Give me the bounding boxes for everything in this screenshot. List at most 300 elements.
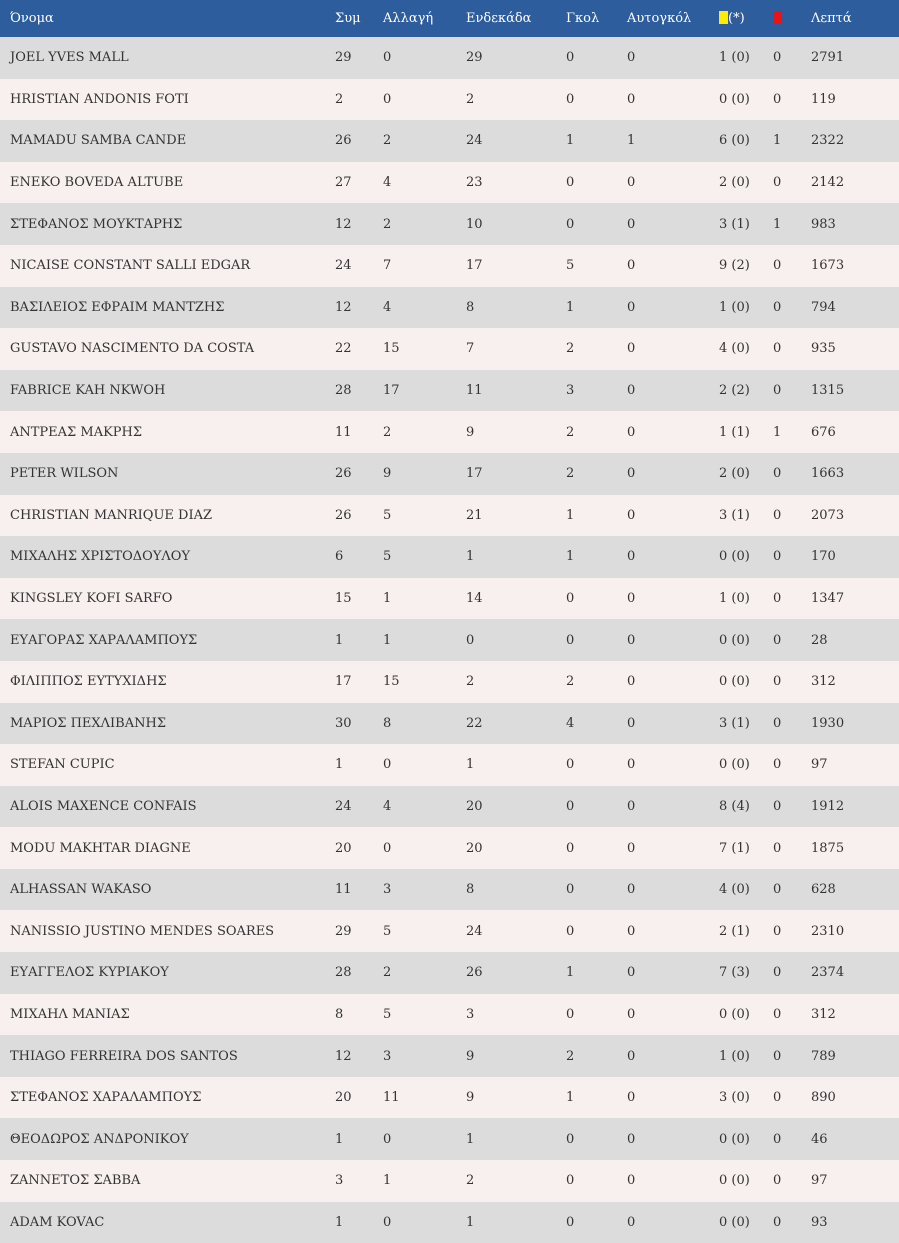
minutes-cell: 794 (811, 299, 836, 315)
player-name-cell: ΕΥΑΓΓΕΛΟΣ ΚΥΡΙΑΚΟΥ (10, 965, 169, 981)
player-name-cell: STEFAN CUPIC (10, 757, 115, 773)
own-goals-cell: 0 (627, 341, 636, 357)
yellow-cards-cell: 0 (0) (719, 674, 750, 690)
red-cards-cell: 0 (773, 299, 782, 315)
goals-cell: 1 (566, 133, 575, 149)
starts-cell: 20 (466, 840, 483, 856)
minutes-cell: 2310 (811, 923, 845, 939)
table-row (0, 495, 899, 537)
own-goals-cell: 0 (627, 299, 636, 315)
appearances-cell: 26 (335, 133, 352, 149)
table-row (0, 162, 899, 204)
substitutions-cell: 1 (383, 1173, 392, 1189)
yellow-cards-cell: 6 (0) (719, 133, 750, 149)
appearances-cell: 26 (335, 466, 352, 482)
appearances-cell: 29 (335, 923, 352, 939)
yellow-cards-cell: 7 (1) (719, 840, 750, 856)
red-cards-cell: 0 (773, 840, 782, 856)
appearances-cell: 17 (335, 674, 352, 690)
goals-cell: 1 (566, 299, 575, 315)
table-row (0, 536, 899, 578)
own-goals-cell: 0 (627, 1006, 636, 1022)
column-header-apps[interactable]: Συμ (335, 11, 361, 26)
own-goals-cell: 0 (627, 1090, 636, 1106)
table-row (0, 453, 899, 495)
own-goals-cell: 0 (627, 424, 636, 440)
table-row (0, 910, 899, 952)
starts-cell: 9 (466, 1048, 475, 1064)
substitutions-cell: 1 (383, 591, 392, 607)
substitutions-cell: 0 (383, 50, 392, 66)
minutes-cell: 890 (811, 1090, 836, 1106)
substitutions-cell: 15 (383, 341, 400, 357)
starts-cell: 26 (466, 965, 483, 981)
goals-cell: 0 (566, 798, 575, 814)
player-name-cell: ΖΑΝΝΕΤΟΣ ΣΑΒΒΑ (10, 1173, 141, 1189)
starts-cell: 0 (466, 632, 475, 648)
minutes-cell: 1930 (811, 715, 845, 731)
yellow-cards-cell: 8 (4) (719, 798, 750, 814)
table-row (0, 1118, 899, 1160)
own-goals-cell: 0 (627, 383, 636, 399)
substitutions-cell: 2 (383, 216, 392, 232)
player-name-cell: ENEKO BOVEDA ALTUBE (10, 175, 184, 191)
red-cards-cell: 0 (773, 507, 782, 523)
yellow-cards-cell: 3 (1) (719, 715, 750, 731)
player-name-cell: ALOIS MAXENCE CONFAIS (10, 798, 197, 814)
table-row (0, 703, 899, 745)
substitutions-cell: 2 (383, 965, 392, 981)
table-row (0, 245, 899, 287)
minutes-cell: 2374 (811, 965, 845, 981)
substitutions-cell: 3 (383, 882, 392, 898)
red-cards-cell: 0 (773, 798, 782, 814)
player-name-cell: ΘΕΟΔΩΡΟΣ ΑΝΔΡΟΝΙΚΟΥ (10, 1131, 189, 1147)
table-row (0, 994, 899, 1036)
red-cards-cell: 0 (773, 466, 782, 482)
goals-cell: 0 (566, 91, 575, 107)
starts-cell: 3 (466, 1006, 475, 1022)
yellow-card-suffix: (*) (728, 11, 745, 26)
player-name-cell: ΑΝΤΡΕΑΣ ΜΑΚΡΗΣ (10, 424, 143, 440)
column-header-starts[interactable]: Ενδεκάδα (466, 11, 532, 26)
goals-cell: 0 (566, 1173, 575, 1189)
goals-cell: 2 (566, 341, 575, 357)
own-goals-cell: 0 (627, 91, 636, 107)
yellow-cards-cell: 0 (0) (719, 632, 750, 648)
minutes-cell: 1347 (811, 591, 845, 607)
red-cards-cell: 1 (773, 216, 782, 232)
own-goals-cell: 0 (627, 757, 636, 773)
substitutions-cell: 1 (383, 632, 392, 648)
table-row (0, 120, 899, 162)
appearances-cell: 12 (335, 299, 352, 315)
player-name-cell: NANISSIO JUSTINO MENDES SOARES (10, 923, 275, 939)
goals-cell: 0 (566, 882, 575, 898)
own-goals-cell: 0 (627, 175, 636, 191)
substitutions-cell: 5 (383, 1006, 392, 1022)
minutes-cell: 2073 (811, 507, 845, 523)
table-header-row (0, 0, 899, 37)
red-cards-cell: 0 (773, 341, 782, 357)
yellow-cards-cell: 3 (1) (719, 507, 750, 523)
appearances-cell: 1 (335, 757, 344, 773)
appearances-cell: 20 (335, 840, 352, 856)
yellow-cards-cell: 0 (0) (719, 1214, 750, 1230)
starts-cell: 9 (466, 424, 475, 440)
player-name-cell: CHRISTIAN MANRIQUE DIAZ (10, 507, 213, 523)
player-name-cell: ΣΤΕΦΑΝΟΣ ΧΑΡΑΛΑΜΠΟΥΣ (10, 1090, 202, 1106)
substitutions-cell: 0 (383, 1131, 392, 1147)
minutes-cell: 312 (811, 1006, 836, 1022)
starts-cell: 1 (466, 549, 475, 565)
yellow-cards-cell: 9 (2) (719, 258, 750, 274)
table-row (0, 619, 899, 661)
yellow-cards-cell: 2 (0) (719, 466, 750, 482)
goals-cell: 1 (566, 965, 575, 981)
player-name-cell: THIAGO FERREIRA DOS SANTOS (10, 1048, 238, 1064)
player-name-cell: GUSTAVO NASCIMENTO DA COSTA (10, 341, 255, 357)
own-goals-cell: 0 (627, 1214, 636, 1230)
column-header-minutes[interactable]: Λεπτά (811, 11, 852, 26)
player-name-cell: ADAM KOVAC (10, 1214, 105, 1230)
goals-cell: 2 (566, 466, 575, 482)
goals-cell: 0 (566, 757, 575, 773)
minutes-cell: 983 (811, 216, 836, 232)
player-name-cell: ΜΑΡΙΟΣ ΠΕΧΛΙΒΑΝΗΣ (10, 715, 167, 731)
yellow-cards-cell: 0 (0) (719, 549, 750, 565)
yellow-cards-cell: 1 (1) (719, 424, 750, 440)
starts-cell: 17 (466, 466, 483, 482)
minutes-cell: 119 (811, 91, 836, 107)
goals-cell: 0 (566, 1006, 575, 1022)
appearances-cell: 6 (335, 549, 344, 565)
minutes-cell: 1875 (811, 840, 845, 856)
starts-cell: 8 (466, 299, 475, 315)
appearances-cell: 24 (335, 798, 352, 814)
substitutions-cell: 2 (383, 133, 392, 149)
table-row (0, 1035, 899, 1077)
appearances-cell: 11 (335, 424, 352, 440)
red-cards-cell: 0 (773, 383, 782, 399)
red-cards-cell: 0 (773, 882, 782, 898)
minutes-cell: 1663 (811, 466, 845, 482)
yellow-cards-cell: 0 (0) (719, 1131, 750, 1147)
player-name-cell: ΜΙΧΑΛΗΣ ΧΡΙΣΤΟΔΟΥΛΟΥ (10, 549, 191, 565)
minutes-cell: 97 (811, 757, 828, 773)
starts-cell: 21 (466, 507, 483, 523)
starts-cell: 24 (466, 923, 483, 939)
minutes-cell: 1912 (811, 798, 845, 814)
player-name-cell: JOEL YVES MALL (10, 50, 129, 66)
red-cards-cell: 0 (773, 1006, 782, 1022)
player-name-cell: MODU MAKHTAR DIAGNE (10, 840, 191, 856)
yellow-cards-cell: 2 (0) (719, 175, 750, 191)
substitutions-cell: 4 (383, 175, 392, 191)
red-cards-cell: 0 (773, 50, 782, 66)
goals-cell: 5 (566, 258, 575, 274)
starts-cell: 7 (466, 341, 475, 357)
goals-cell: 0 (566, 50, 575, 66)
starts-cell: 10 (466, 216, 483, 232)
column-header-yellow-cards[interactable] (709, 0, 773, 37)
goals-cell: 1 (566, 507, 575, 523)
table-row (0, 79, 899, 121)
red-cards-cell: 0 (773, 965, 782, 981)
goals-cell: 1 (566, 549, 575, 565)
table-row (0, 328, 899, 370)
minutes-cell: 676 (811, 424, 836, 440)
table-row (0, 37, 899, 79)
starts-cell: 29 (466, 50, 483, 66)
table-row (0, 869, 899, 911)
goals-cell: 0 (566, 591, 575, 607)
substitutions-cell: 0 (383, 840, 392, 856)
minutes-cell: 2142 (811, 175, 845, 191)
appearances-cell: 1 (335, 1214, 344, 1230)
table-row (0, 661, 899, 703)
own-goals-cell: 0 (627, 840, 636, 856)
own-goals-cell: 0 (627, 882, 636, 898)
red-cards-cell: 0 (773, 632, 782, 648)
substitutions-cell: 3 (383, 1048, 392, 1064)
own-goals-cell: 0 (627, 798, 636, 814)
appearances-cell: 15 (335, 591, 352, 607)
yellow-cards-cell: 4 (0) (719, 882, 750, 898)
red-cards-cell: 0 (773, 674, 782, 690)
goals-cell: 0 (566, 216, 575, 232)
column-header-goals[interactable]: Γκολ (566, 11, 600, 26)
starts-cell: 9 (466, 1090, 475, 1106)
appearances-cell: 28 (335, 965, 352, 981)
goals-cell: 4 (566, 715, 575, 731)
appearances-cell: 8 (335, 1006, 344, 1022)
own-goals-cell: 0 (627, 923, 636, 939)
yellow-cards-cell: 2 (1) (719, 923, 750, 939)
table-row (0, 952, 899, 994)
starts-cell: 20 (466, 798, 483, 814)
starts-cell: 2 (466, 91, 475, 107)
minutes-cell: 46 (811, 1131, 828, 1147)
red-card-icon (773, 11, 782, 24)
own-goals-cell: 0 (627, 674, 636, 690)
yellow-cards-cell: 4 (0) (719, 341, 750, 357)
red-cards-cell: 0 (773, 757, 782, 773)
own-goals-cell: 0 (627, 50, 636, 66)
red-cards-cell: 0 (773, 715, 782, 731)
starts-cell: 17 (466, 258, 483, 274)
red-cards-cell: 0 (773, 1131, 782, 1147)
yellow-cards-cell: 2 (2) (719, 383, 750, 399)
own-goals-cell: 0 (627, 1048, 636, 1064)
own-goals-cell: 0 (627, 591, 636, 607)
appearances-cell: 27 (335, 175, 352, 191)
starts-cell: 2 (466, 674, 475, 690)
goals-cell: 0 (566, 175, 575, 191)
table-row (0, 578, 899, 620)
goals-cell: 2 (566, 424, 575, 440)
red-cards-cell: 0 (773, 549, 782, 565)
substitutions-cell: 5 (383, 549, 392, 565)
starts-cell: 11 (466, 383, 483, 399)
table-row (0, 1077, 899, 1119)
goals-cell: 3 (566, 383, 575, 399)
yellow-cards-cell: 1 (0) (719, 591, 750, 607)
table-row (0, 827, 899, 869)
own-goals-cell: 0 (627, 632, 636, 648)
player-name-cell: NICAISE CONSTANT SALLI EDGAR (10, 258, 251, 274)
yellow-cards-cell: 1 (0) (719, 1048, 750, 1064)
table-row (0, 370, 899, 412)
starts-cell: 1 (466, 1214, 475, 1230)
substitutions-cell: 4 (383, 299, 392, 315)
minutes-cell: 789 (811, 1048, 836, 1064)
minutes-cell: 935 (811, 341, 836, 357)
table-row (0, 411, 899, 453)
substitutions-cell: 7 (383, 258, 392, 274)
appearances-cell: 26 (335, 507, 352, 523)
minutes-cell: 628 (811, 882, 836, 898)
red-cards-cell: 1 (773, 424, 782, 440)
appearances-cell: 28 (335, 383, 352, 399)
starts-cell: 8 (466, 882, 475, 898)
appearances-cell: 11 (335, 882, 352, 898)
own-goals-cell: 0 (627, 549, 636, 565)
appearances-cell: 2 (335, 91, 344, 107)
appearances-cell: 29 (335, 50, 352, 66)
appearances-cell: 22 (335, 341, 352, 357)
substitutions-cell: 0 (383, 91, 392, 107)
table-row (0, 287, 899, 329)
own-goals-cell: 0 (627, 507, 636, 523)
goals-cell: 0 (566, 923, 575, 939)
column-header-name[interactable]: Όνομα (10, 11, 54, 26)
column-header-red-cards[interactable] (773, 0, 801, 37)
appearances-cell: 20 (335, 1090, 352, 1106)
yellow-cards-cell: 3 (1) (719, 216, 750, 232)
goals-cell: 2 (566, 674, 575, 690)
substitutions-cell: 4 (383, 798, 392, 814)
goals-cell: 0 (566, 632, 575, 648)
red-cards-cell: 0 (773, 1214, 782, 1230)
starts-cell: 1 (466, 757, 475, 773)
player-name-cell: ΜΙΧΑΗΛ ΜΑΝΙΑΣ (10, 1006, 130, 1022)
substitutions-cell: 2 (383, 424, 392, 440)
starts-cell: 23 (466, 175, 483, 191)
goals-cell: 2 (566, 1048, 575, 1064)
own-goals-cell: 0 (627, 1131, 636, 1147)
goals-cell: 0 (566, 1214, 575, 1230)
player-name-cell: FABRICE KAH NKWOH (10, 383, 166, 399)
minutes-cell: 170 (811, 549, 836, 565)
yellow-card-icon (719, 11, 728, 24)
yellow-cards-cell: 0 (0) (719, 1006, 750, 1022)
substitutions-cell: 5 (383, 507, 392, 523)
own-goals-cell: 0 (627, 258, 636, 274)
minutes-cell: 2322 (811, 133, 845, 149)
substitutions-cell: 5 (383, 923, 392, 939)
substitutions-cell: 8 (383, 715, 392, 731)
player-name-cell: ΒΑΣΙΛΕΙΟΣ ΕΦΡΑΙΜ ΜΑΝΤΖΗΣ (10, 299, 225, 315)
substitutions-cell: 0 (383, 1214, 392, 1230)
starts-cell: 22 (466, 715, 483, 731)
minutes-cell: 1673 (811, 258, 845, 274)
appearances-cell: 3 (335, 1173, 344, 1189)
substitutions-cell: 0 (383, 757, 392, 773)
red-cards-cell: 0 (773, 591, 782, 607)
starts-cell: 14 (466, 591, 483, 607)
red-cards-cell: 0 (773, 1048, 782, 1064)
starts-cell: 1 (466, 1131, 475, 1147)
appearances-cell: 30 (335, 715, 352, 731)
goals-cell: 1 (566, 1090, 575, 1106)
minutes-cell: 312 (811, 674, 836, 690)
table-body (0, 37, 899, 1243)
own-goals-cell: 0 (627, 965, 636, 981)
goals-cell: 0 (566, 840, 575, 856)
player-name-cell: ΕΥΑΓΟΡΑΣ ΧΑΡΑΛΑΜΠΟΥΣ (10, 632, 198, 648)
table-row (0, 1160, 899, 1202)
player-name-cell: MAMADU SAMBA CANDE (10, 133, 187, 149)
player-name-cell: HRISTIAN ANDONIS FOTI (10, 91, 189, 107)
goals-cell: 0 (566, 1131, 575, 1147)
substitutions-cell: 11 (383, 1090, 400, 1106)
table-row (0, 744, 899, 786)
red-cards-cell: 0 (773, 91, 782, 107)
appearances-cell: 12 (335, 216, 352, 232)
red-cards-cell: 0 (773, 258, 782, 274)
table-row (0, 786, 899, 828)
minutes-cell: 93 (811, 1214, 828, 1230)
player-name-cell: KINGSLEY KOFI SARFO (10, 591, 173, 607)
own-goals-cell: 1 (627, 133, 636, 149)
red-cards-cell: 0 (773, 175, 782, 191)
table-row (0, 1202, 899, 1243)
own-goals-cell: 0 (627, 715, 636, 731)
substitutions-cell: 15 (383, 674, 400, 690)
player-name-cell: ALHASSAN WAKASO (10, 882, 152, 898)
red-cards-cell: 0 (773, 1090, 782, 1106)
player-name-cell: ΣΤΕΦΑΝΟΣ ΜΟΥΚΤΑΡΗΣ (10, 216, 183, 232)
yellow-cards-cell: 0 (0) (719, 757, 750, 773)
yellow-cards-cell: 3 (0) (719, 1090, 750, 1106)
own-goals-cell: 0 (627, 466, 636, 482)
minutes-cell: 2791 (811, 50, 845, 66)
substitutions-cell: 9 (383, 466, 392, 482)
yellow-cards-cell: 1 (0) (719, 50, 750, 66)
starts-cell: 24 (466, 133, 483, 149)
minutes-cell: 1315 (811, 383, 845, 399)
appearances-cell: 24 (335, 258, 352, 274)
starts-cell: 2 (466, 1173, 475, 1189)
red-cards-cell: 0 (773, 1173, 782, 1189)
player-name-cell: PETER WILSON (10, 466, 119, 482)
yellow-cards-cell: 1 (0) (719, 299, 750, 315)
substitutions-cell: 17 (383, 383, 400, 399)
yellow-cards-cell: 0 (0) (719, 1173, 750, 1189)
column-header-own-goals[interactable]: Αυτογκόλ (627, 11, 692, 26)
own-goals-cell: 0 (627, 1173, 636, 1189)
player-name-cell: ΦΙΛΙΠΠΟΣ ΕΥΤΥΧΙΔΗΣ (10, 674, 167, 690)
own-goals-cell: 0 (627, 216, 636, 232)
yellow-cards-cell: 0 (0) (719, 91, 750, 107)
appearances-cell: 1 (335, 632, 344, 648)
column-header-subs[interactable]: Αλλαγή (383, 11, 434, 26)
minutes-cell: 28 (811, 632, 828, 648)
red-cards-cell: 1 (773, 133, 782, 149)
red-cards-cell: 0 (773, 923, 782, 939)
minutes-cell: 97 (811, 1173, 828, 1189)
